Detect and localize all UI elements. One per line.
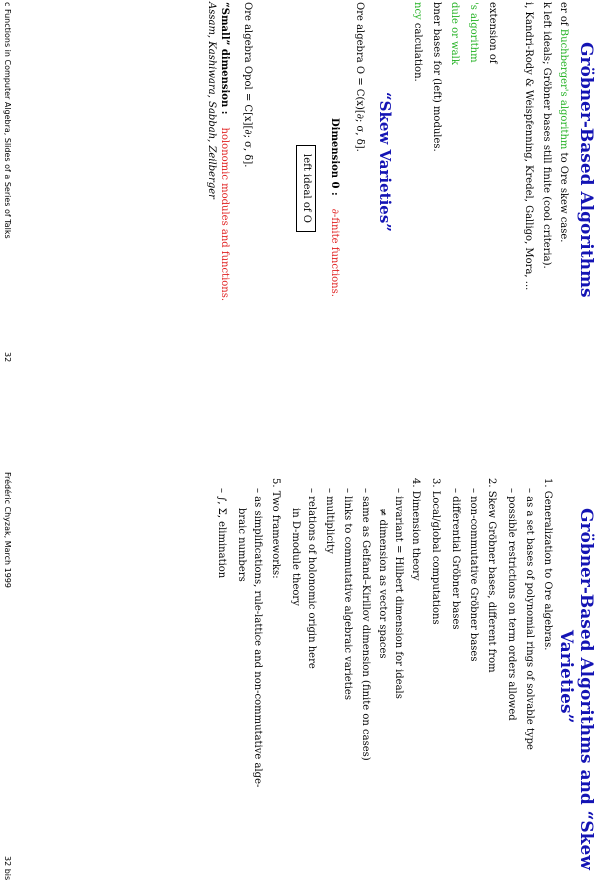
right-list-line: 5. Two frameworks:	[270, 478, 281, 579]
right-list-line: – possible restrictions on term orders allowed	[506, 488, 517, 721]
left-line-6: dule or walk	[449, 2, 460, 65]
dimension-zero-line: Dimension 0 : ∂-finite functions.	[329, 118, 340, 297]
right-list-line: – as a set bases of polynomial rings of solvable type	[524, 488, 535, 750]
left-line-3: i, Kandri-Rody & Weispfenning, Kredel, Galligo, Mora, ...	[523, 2, 534, 291]
right-page-number: 32 bis	[3, 856, 12, 880]
right-list-line: – differential Gröbner bases	[450, 488, 461, 630]
small-dimension-line: “Small” dimension : holonomic modules and functions.	[219, 2, 230, 302]
left-footer: c Functions in Computer Algebra, Slides of a Series of Talks	[3, 2, 12, 239]
left-line-4: extension of	[487, 2, 498, 64]
skew-varieties-heading: “Skew Varieties”	[376, 92, 394, 232]
left-line-5: 's algorithm	[468, 2, 479, 63]
ore-algebra-pol-line: Ore algebra Opol = C[x][∂; σ, δ].	[242, 2, 253, 168]
right-list-line: 2. Skew Gröbner bases, different from	[486, 478, 497, 673]
left-line-2: k left ideals; Gröbner bases still finite (cool criteria).	[541, 2, 552, 269]
ore-algebra-line: Ore algebra O = C(x)[∂; σ, δ].	[354, 2, 365, 152]
right-list-line: 4. Dimension theory	[410, 478, 421, 581]
left-line-1: er of Buchberger's algorithm to Ore skew case.	[558, 2, 569, 243]
right-slide-title-line2: Varieties”	[556, 630, 576, 724]
right-list-line: 3. Local/global computations	[430, 478, 441, 625]
right-list-line: – as simplifications, rule-lattice and non-commutative alge-	[252, 488, 263, 788]
right-list-line: 1. Generalization to Ore algebras.	[542, 478, 553, 651]
right-list-line: ≠ dimension as vector spaces	[377, 508, 388, 659]
right-list-line: – links to commutative algebraic varieties	[342, 488, 353, 700]
boxed-left-ideal: left ideal of O	[296, 145, 316, 232]
right-list-line: – ∫, Σ, elimination	[216, 488, 227, 579]
left-line-8: ncy calculation.	[412, 2, 423, 82]
right-list-line: – same as Gelfand–Kirillov dimension (finite on cases)	[360, 488, 371, 761]
credits-line: Assam, Kashiwara, Sabbah, Zeilberger	[206, 2, 217, 199]
right-footer: Frédéric Chyzak, March 1999	[3, 472, 12, 589]
left-page-number: 32	[3, 352, 12, 363]
right-list-line: – relations of holonomic origin here	[306, 488, 317, 669]
right-list-line: in D-module theory	[290, 508, 301, 606]
right-list-line: braic numbers	[236, 508, 247, 582]
left-slide-title: Gröbner-Based Algorithms	[576, 42, 596, 298]
right-slide-title-line1: Gröbner-Based Algorithms and “Skew	[576, 508, 596, 870]
right-list-line: – invariant = Hilbert dimension for ideals	[393, 488, 404, 699]
left-line-7: bner bases for (left) modules.	[431, 2, 442, 152]
right-list-line: – non-commutative Gröbner bases	[468, 488, 479, 662]
right-list-line: – multiplicity	[324, 488, 335, 554]
